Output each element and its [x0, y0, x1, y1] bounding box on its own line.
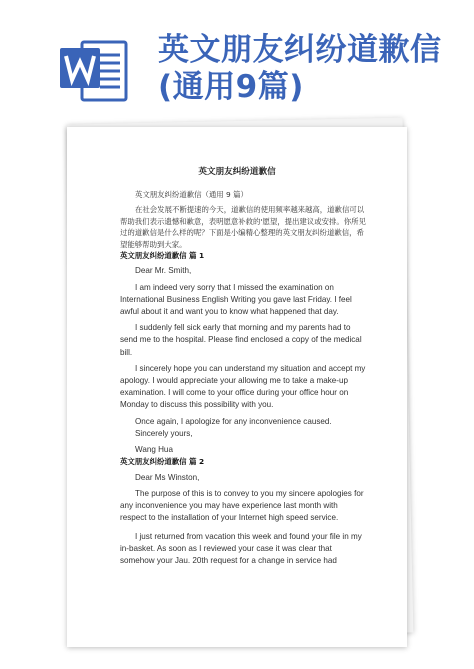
document-page: [67, 127, 407, 647]
word-document-icon: [60, 38, 128, 104]
letter-paragraph: The purpose of this is to convey to you my sincere apologies for any inconvenience you may have experience last month with respect to the installation of your Internet high speed service.: [120, 488, 364, 523]
letter-paragraph: I sincerely hope you can understand my situation and accept my apology. I would appreciate your allowing me to take a make-up examination. I will come to your office during your office hour on Monday to discuss this possibility with you.: [120, 363, 366, 410]
section-heading: 英文朋友纠纷道歉信 篇 1: [120, 251, 205, 261]
document-body: [120, 189, 366, 567]
document-title: 英文朋友纠纷道歉信: [198, 167, 276, 177]
letter-paragraph: I am indeed very sorry that I missed the examination on International Business English Writing you gave last Friday. I feel awful about it and want you to know what happened that day.: [120, 282, 352, 317]
salutation: Dear Mr. Smith,: [135, 266, 192, 276]
signature-name: Wang Hua: [135, 445, 173, 455]
header-banner: [0, 0, 474, 112]
letter-paragraph: I just returned from vacation this week and found your file in my in-basket. As soon as I reviewed your case it was clear that somehow your Jau. 20th request for a change in service had: [120, 531, 362, 565]
salutation: Dear Ms Winston,: [135, 472, 200, 482]
closing: Sincerely yours,: [135, 428, 193, 438]
intro-paragraph: 在社会发展不断提速的今天，道歉信的使用频率越来越高，道歉信可以帮助我们表示遗憾和歉意，表明愿意补救的'愿望，提出建议或安排。你所见过的道歉信是什么样的呢？下面是小编精心整理的英文朋友纠纷道歉信，希望能够帮助到大家。: [120, 205, 366, 249]
document-subtitle: 英文朋友纠纷道歉信（通用 9 篇）: [135, 190, 248, 199]
section-heading: 英文朋友纠纷道歉信 篇 2: [120, 457, 205, 467]
letter-paragraph: I suddenly fell sick early that morning and my parents had to send me to the hospital. Please find enclosed a copy of the medical bill.: [120, 323, 362, 357]
letter-paragraph: Once again, I apologize for any inconvenience caused.: [135, 416, 332, 426]
page-title: 英文朋友纠纷道歉信(通用9篇): [158, 32, 442, 105]
